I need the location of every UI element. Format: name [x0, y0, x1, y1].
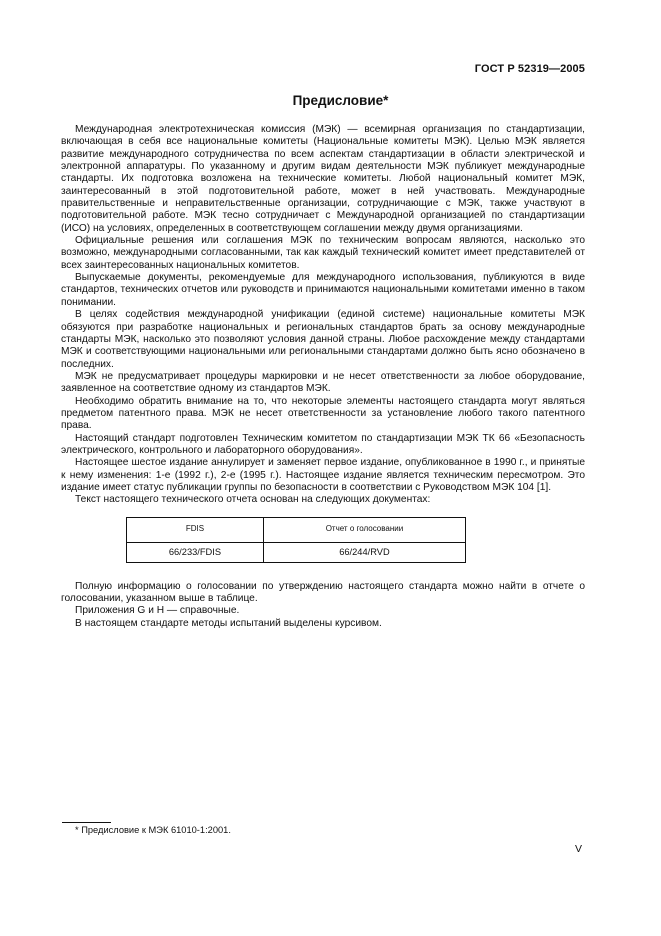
table-header-cell: Отчет о голосовании: [263, 517, 465, 542]
table-cell: 66/244/RVD: [263, 542, 465, 562]
paragraph: В целях содействия международной унификации (единой системе) национальные комитеты МЭК обязуются при разработке национальных и региональных стандартов брать за основу международные стандарты МЭК, насколько это позволяют условия данной страны. Любое расхождение между стандартами МЭК и соответствующими национальными или региональными стандартами должно быть ясно обозначено в последних.: [61, 309, 585, 370]
paragraph: Настоящее шестое издание аннулирует и заменяет первое издание, опубликованное в 1990 г., и принятые к нему изменения: 1-е (1992 г.), 2-е (1995 г.). Настоящее издание является техническим пересмотром. Это издание имеет статус публикации группы по безопасности в соответствии с Руководством МЭК 104 [1].: [61, 457, 585, 493]
footnote-divider: [62, 822, 111, 823]
paragraph: Выпускаемые документы, рекомендуемые для международного использования, публикуются в виде стандартов, технических отчетов или руководств и принимаются национальными комитетами именно в таком понимании.: [61, 272, 585, 308]
paragraph: Официальные решения или соглашения МЭК по техническим вопросам являются, насколько это возможно, международными согласованными, так как каждый технический комитет имеет представителей от всех заинтересованных национальных комитетов.: [61, 235, 585, 271]
paragraph: МЭК не предусматривает процедуры маркировки и не несет ответственности за любое оборудование, заявленное на соответствие одному из стандартов МЭК.: [61, 370, 585, 395]
footnote: * Предисловие к МЭК 61010-1:2001.: [75, 825, 231, 835]
section-title: Предисловие*: [292, 93, 389, 108]
source-documents-table: [126, 517, 466, 563]
paragraph: Необходимо обратить внимание на то, что некоторые элементы настоящего стандарта могут являться предметом патентного права. МЭК не несет ответственности за установление любого такого патентного права.: [61, 395, 585, 432]
paragraph: Настоящий стандарт подготовлен Техническим комитетом по стандартизации МЭК ТК 66 «Безопасность электрического, контрольного и лабораторного оборудования».: [61, 432, 585, 456]
table-row: [127, 542, 466, 562]
paragraph: В настоящем стандарте методы испытаний выделены курсивом.: [75, 617, 382, 629]
paragraph: Полную информацию о голосовании по утверждению настоящего стандарта можно найти в отчете о голосовании, указанном выше в таблице.: [61, 580, 585, 604]
paragraph: Текст настоящего технического отчета основан на следующих документах:: [75, 494, 431, 506]
paragraph: Международная электротехническая комиссия (МЭК) — всемирная организация по стандартизации, включающая в себя все национальные комитеты (Национальные комитеты МЭК). Целью МЭК является развитие международного сотрудничества по всем аспектам стандартизации в области электрической и электронной аппаратуры. По указанному и другим видам деятельности МЭК публикует международные стандарты. Их подготовка возложена на технические комитеты. Любой национальный комитет МЭК, заинтересованный в этой подготовительной работе, может в ней участвовать. Международные правительственные и неправительственные организации, сотрудничающие с МЭК, также участвуют в подготовительной работе. МЭК тесно сотрудничает с Международной организацией по стандартизации (ИСО) на условиях, определенных в соответствующем соглашении между двумя организациями.: [61, 124, 585, 234]
table-header-cell: FDIS: [127, 517, 264, 542]
document-code: ГОСТ Р 52319—2005: [474, 63, 585, 75]
table-cell: 66/233/FDIS: [127, 542, 264, 562]
table-header-row: [127, 517, 466, 542]
paragraph: Приложения G и H — справочные.: [75, 605, 240, 617]
foreword-body: [61, 124, 585, 630]
page-number: V: [574, 843, 582, 855]
